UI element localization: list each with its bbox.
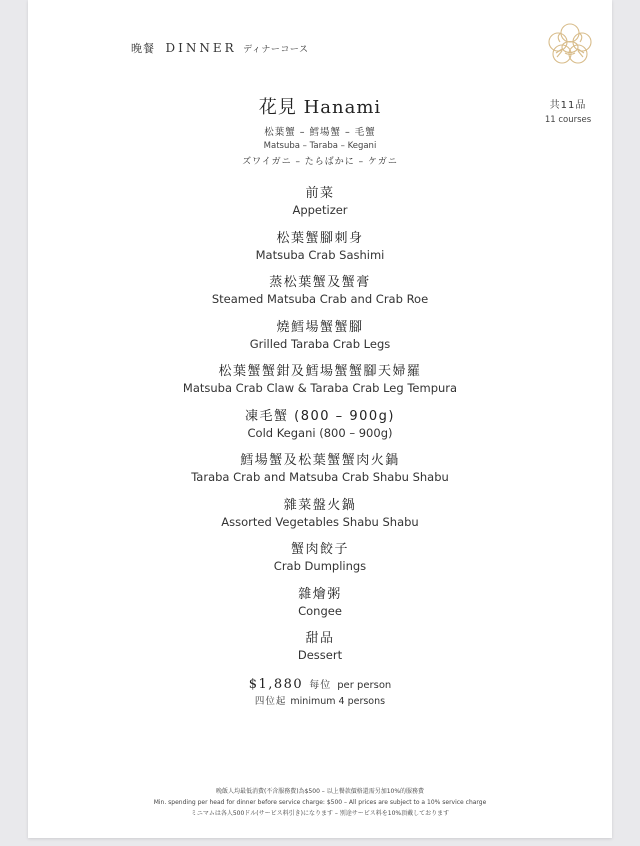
course-item (28, 230, 612, 275)
course-item (28, 452, 612, 497)
dinner-jp: ディナーコース (243, 45, 309, 55)
course-count (526, 96, 610, 125)
minimum-line (28, 693, 612, 707)
price-block (28, 676, 612, 707)
course-name-en: Assorted Vegetables Shabu Shabu (221, 514, 419, 529)
minimum-en: minimum 4 persons (290, 696, 386, 707)
course-name-en: Crab Dumplings (273, 559, 367, 573)
course-name-en: Appetizer (292, 203, 348, 217)
course-list (28, 185, 612, 675)
course-name-zh: 前菜 (305, 186, 335, 201)
course-item (28, 363, 612, 408)
dinner-zh: 晚餐 (131, 42, 155, 55)
title-block (28, 93, 612, 167)
course-name-en: Congee (298, 603, 342, 618)
price-line (28, 676, 612, 692)
course-name-en: Taraba Crab and Matsuba Crab Shabu Shabu (191, 470, 449, 484)
course-name-zh: 雜燴粥 (298, 586, 342, 602)
price-amount: $1,880 (248, 677, 304, 692)
minimum-zh: 四位起 (254, 696, 287, 707)
subtitle-jp: ズワイガニ – たらばかに – ケガニ (242, 157, 398, 167)
course-name-en: Matsuba Crab Sashimi (255, 247, 385, 262)
dinner-en: DINNER (165, 41, 237, 55)
course-name-zh: 雜菜盤火鍋 (283, 497, 357, 513)
course-count-zh: 共11品 (549, 100, 587, 111)
crab-crest-icon (543, 20, 597, 68)
course-name-zh: 凍毛蟹 (800 – 900g) (245, 408, 395, 424)
course-count-en: 11 courses (544, 115, 592, 125)
course-name-en: Matsuba Crab Claw & Taraba Crab Leg Tempura (182, 381, 458, 395)
course-item (28, 185, 612, 230)
course-item (28, 586, 612, 631)
menu-page (28, 0, 612, 838)
price-per-zh: 每位 (309, 680, 332, 691)
course-item (28, 319, 612, 364)
subtitle-zh: 松葉蟹 – 鱈場蟹 – 毛蟹 (264, 127, 376, 138)
course-item (28, 274, 612, 319)
course-name-en: Grilled Taraba Crab Legs (249, 336, 391, 351)
menu-title: 花見 Hanami (258, 97, 382, 118)
menu-header (131, 40, 309, 56)
course-item (28, 541, 612, 586)
course-name-zh: 鱈場蟹及松葉蟹蟹肉火鍋 (240, 453, 400, 468)
course-item (28, 408, 612, 453)
course-name-zh: 蒸松葉蟹及蟹膏 (269, 275, 371, 290)
footer-note-zh: 晚飯人均最低消費(不含服務費)為$500 – 以上餐款價格還需另加10%的服務費 (215, 788, 425, 795)
subtitle-en: Matsuba – Taraba – Kegani (263, 141, 377, 151)
course-name-zh: 松葉蟹蟹鉗及鱈場蟹蟹腳天婦羅 (218, 364, 422, 379)
footer-notes (28, 786, 612, 819)
course-item (28, 497, 612, 542)
course-name-en: Cold Kegani (800 – 900g) (247, 425, 393, 440)
course-name-zh: 蟹肉餃子 (290, 542, 349, 557)
course-name-en: Dessert (297, 648, 343, 662)
course-name-zh: 甜品 (305, 631, 335, 646)
price-per-en: per person (337, 680, 392, 691)
course-name-zh: 燒鱈場蟹蟹腳 (276, 319, 364, 335)
course-name-zh: 松葉蟹腳刺身 (276, 230, 364, 246)
course-name-en: Steamed Matsuba Crab and Crab Roe (211, 292, 429, 306)
course-item (28, 630, 612, 675)
footer-note-en: Min. spending per head for dinner before service charge: $500 – All prices are subject to a 10% service charge (153, 799, 487, 806)
footer-note-jp: ミニマムは各人500ドル(サービス料引き)になります – 別途サービス料を10%頂戴しております (190, 810, 450, 817)
